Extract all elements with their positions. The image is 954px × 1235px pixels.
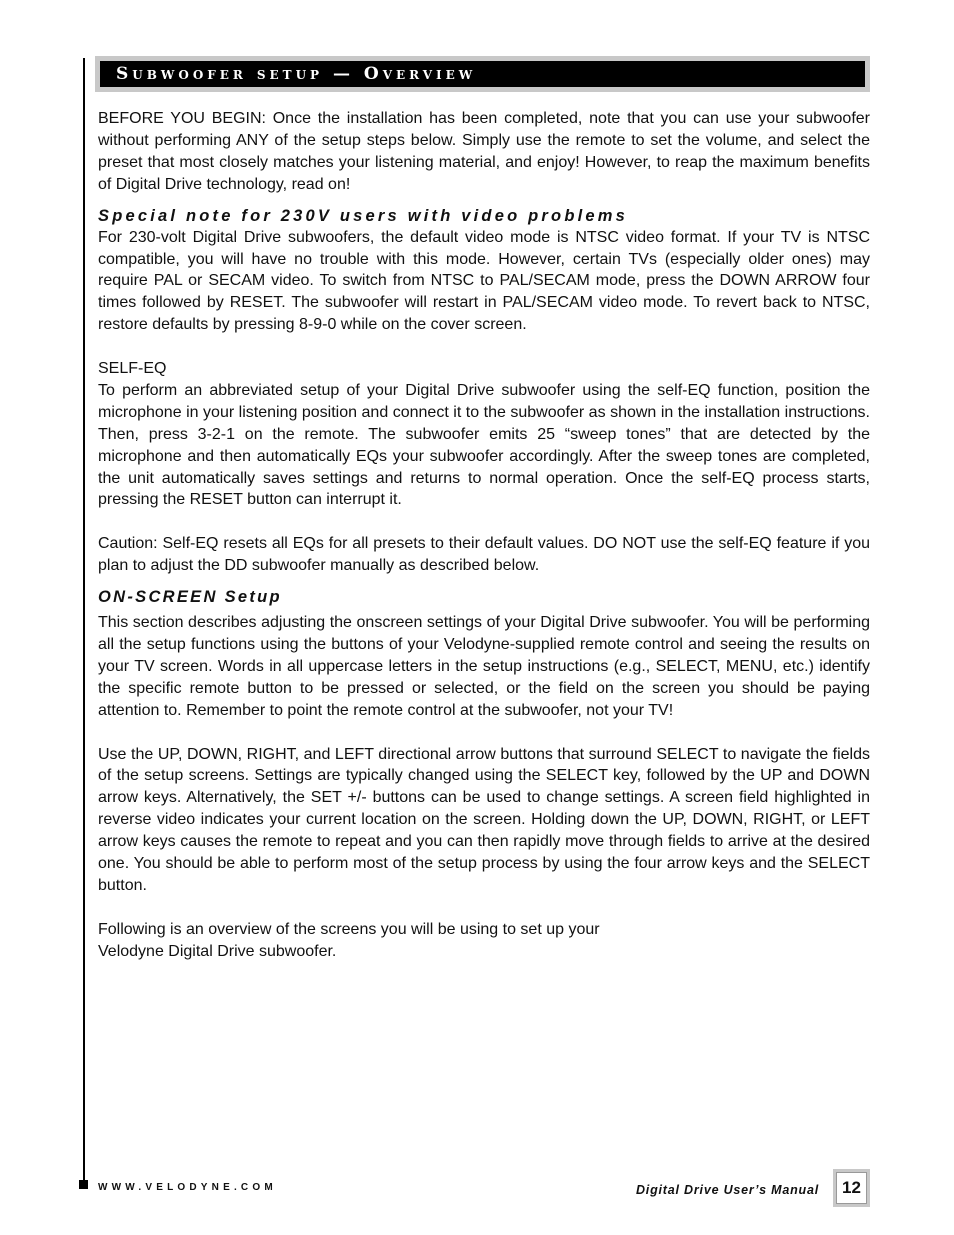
page-title: Subwoofer setup — Overview <box>116 64 477 84</box>
main-content <box>98 108 870 963</box>
title-bar <box>100 61 865 87</box>
footer-website-url: WWW.VELODYNE.COM <box>98 1182 277 1193</box>
self-eq-paragraph: To perform an abbreviated setup of your Digital Drive subwoofer using the self-EQ function, position the microphone in your listening position and connect it to the subwoofer as shown in the installation instructions. Then, press 3-2-1 on the remote. The subwoofer emits 25 “sweep tones” that are detected by the microphone and then automatically EQs your subwoofer accordingly. After the sweep tones are completed, the unit automatically saves settings and returns to normal operation. Once the self-EQ process starts, pressing the RESET button can interrupt it. <box>98 381 870 509</box>
caution-paragraph: Caution: Self-EQ resets all EQs for all presets to their default values. DO NOT use the self-EQ feature if you plan to adjust the DD subwoofer manually as described below. <box>98 535 870 575</box>
page-number: 12 <box>836 1172 867 1204</box>
paragraph-gap <box>98 897 870 919</box>
following-line-2: Velodyne Digital Drive subwoofer. <box>98 942 337 960</box>
onscreen-setup-heading: ON-SCREEN Setup <box>98 588 282 607</box>
footer-square-marker <box>79 1180 88 1189</box>
left-margin-rule <box>83 58 85 1186</box>
paragraph-gap <box>98 511 870 533</box>
paragraph-gap <box>98 722 870 744</box>
onscreen-paragraph: This section describes adjusting the onscreen settings of your Digital Drive subwoofer. You will be performing all the setup functions using the buttons of your Velodyne-supplied remote control and seeing the results on your TV screen. Words in all uppercase letters in the setup instructions (e.g., SELECT, MENU, etc.) identify the specific remote button to be pressed or selected, or the field on the screen you should be paying attention to. Remember to point the remote control at the subwoofer, not your TV! <box>98 614 870 719</box>
self-eq-label: SELF-EQ <box>98 360 167 378</box>
paragraph-gap <box>98 336 870 358</box>
page-number-box <box>833 1169 870 1207</box>
intro-paragraph: BEFORE YOU BEGIN: Once the installation has been completed, note that you can use your subwoofer without performing ANY of the setup steps below. Simply use the remote to set the volume, and select the preset that most closely matches your listening material, and enjoy! However, to reap the maximum benefits of Digital Drive technology, read on! <box>98 110 870 193</box>
navigation-paragraph: Use the UP, DOWN, RIGHT, and LEFT directional arrow buttons that surround SELECT to navigate the fields of the setup screens. Settings are typically changed using the SELECT key, followed by the UP and DOWN arrow keys. Alternatively, the SET +/- buttons can be used to change settings. A screen field highlighted in reverse video indicates your current location on the screen. Holding down the UP, DOWN, RIGHT, or LEFT arrow keys causes the remote to repeat and you can then rapidly move through fields to arrive at the desired one. You should be able to perform most of the setup process by using the four arrow keys and the SELECT button. <box>98 745 870 894</box>
footer-manual-title: Digital Drive User’s Manual <box>635 1183 819 1197</box>
following-line-1: Following is an overview of the screens you will be using to set up your <box>98 920 600 938</box>
note-230v-heading: Special note for 230V users with video problems <box>98 206 629 225</box>
note-230v-paragraph: For 230-volt Digital Drive subwoofers, the default video mode is NTSC video format. If your TV is NTSC compatible, you will have no trouble with this mode. However, certain TVs (especially older ones) may require PAL or SECAM video. To switch from NTSC to PAL/SECAM mode, press the DOWN ARROW four times followed by RESET. The subwoofer will restart in PAL/SECAM video mode. To revert back to NTSC, restore defaults by pressing 8-9-0 while on the cover screen. <box>98 228 870 334</box>
